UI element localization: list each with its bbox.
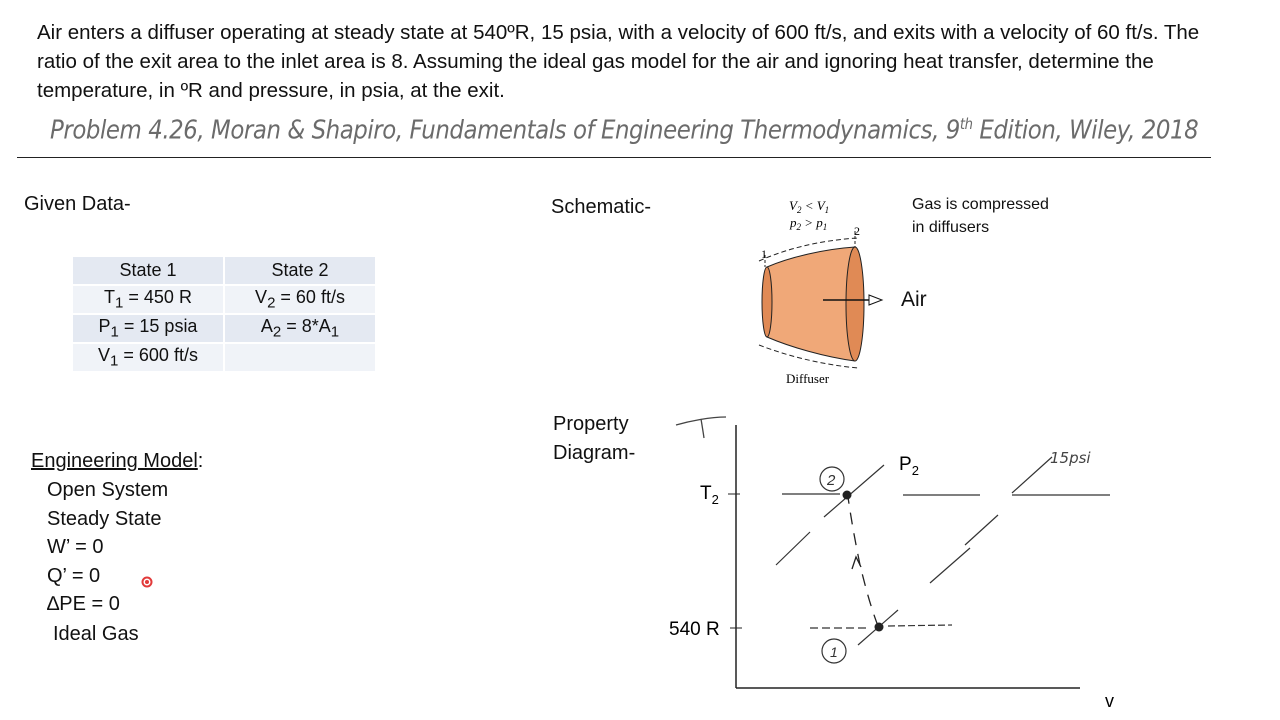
velocity-condition: $V_2 < V_1$: [789, 198, 830, 215]
model-item-potential-energy: ∆PE = 0: [47, 593, 120, 615]
engineering-model-heading: [31, 450, 203, 473]
cell-a2: [225, 315, 375, 344]
table-row: [73, 344, 375, 373]
engineering-model-colon: :: [197, 450, 204, 472]
cell-value: = 450 R: [123, 287, 192, 308]
citation-tail: Edition, Wiley, 2018: [972, 115, 1199, 146]
cell-subscript: 2: [267, 294, 276, 312]
diffuser-body: [767, 247, 855, 361]
cell-value: = 8*A: [281, 316, 331, 337]
cell-v1: [73, 344, 223, 373]
pressure-condition: $p_2 > p_1$: [790, 215, 828, 232]
header-state-2: State 2: [225, 257, 375, 286]
process-arrow-icon: [852, 557, 861, 569]
compression-note: [912, 193, 1049, 239]
p1-label: 15psi: [1050, 449, 1091, 467]
problem-statement: Air enters a diffuser operating at steady state at 540ºR, 15 psia, with a velocity of 600 ft/s, and exits with a velocity of 60 ft/s. The ratio of the exit area to the inlet area is 8. Assuming the ideal gas model for the air and ignoring heat transfer, determine the temperature, in ºR and pressure, in psia, at the exit.: [37, 21, 1200, 102]
model-item-steady-state: Steady State: [47, 508, 162, 530]
cell-value: = 15 psia: [118, 316, 198, 337]
note-line-1: Gas is compressed: [912, 196, 1049, 213]
air-label: Air: [901, 288, 927, 311]
given-data-table: [71, 257, 377, 373]
engineering-model-title: Engineering Model: [31, 450, 198, 472]
schematic-heading: Schematic-: [551, 196, 652, 218]
cell-symbol: A: [260, 316, 273, 337]
state-2-label: 2: [827, 472, 836, 489]
p2-label: $P_2$: [899, 454, 919, 478]
cell-subscript: 1: [330, 323, 340, 341]
x-axis-label: v: [1105, 691, 1114, 711]
given-data-heading: Given Data-: [24, 193, 131, 215]
cell-p1: [73, 315, 223, 344]
cell-subscript: 1: [115, 294, 124, 312]
header-state-1: State 1: [73, 257, 223, 286]
header-divider: [17, 157, 1211, 158]
cell-symbol: P: [98, 316, 111, 337]
t1-label: 540 R: [669, 619, 720, 640]
table-row: [73, 315, 375, 344]
inlet-number: 1: [761, 247, 767, 261]
flow-arrowhead-icon: [869, 295, 882, 305]
property-heading-line-1: Property: [553, 413, 629, 435]
cell-symbol: V: [98, 345, 111, 366]
inlet-section: [762, 267, 772, 337]
note-line-2: in diffusers: [912, 219, 990, 236]
cell-subscript: 1: [110, 352, 119, 370]
cell-subscript: 1: [110, 323, 119, 341]
model-item-heat: Q’ = 0: [47, 565, 101, 587]
citation-superscript: th: [959, 115, 973, 133]
property-heading-line-2: Diagram-: [553, 442, 636, 464]
cell-value: = 60 ft/s: [275, 287, 345, 308]
exit-section: [846, 247, 864, 361]
cell-subscript: 2: [272, 323, 282, 341]
state-point-2: [843, 491, 852, 500]
cell-value: = 600 ft/s: [118, 345, 198, 366]
citation-text: Problem 4.26, Moran & Shapiro, Fundamentals of Engineering Thermodynamics, 9: [50, 115, 960, 146]
state-1-label: 1: [830, 644, 838, 660]
y-axis-label: [676, 417, 726, 438]
table-header-row: [73, 257, 375, 286]
cell-empty: [225, 344, 375, 373]
isobar-p2: [776, 532, 810, 565]
cell-symbol: T: [104, 287, 116, 308]
process-path: [848, 497, 878, 626]
model-item-work: W’ = 0: [47, 536, 104, 558]
exit-number: 2: [854, 224, 860, 238]
diffuser-schematic: [745, 195, 895, 390]
diffuser-caption: Diffuser: [786, 371, 830, 386]
cell-symbol: V: [255, 287, 268, 308]
problem-citation: [50, 115, 1198, 146]
cell-t1: [73, 286, 223, 315]
cursor-dot-icon: [141, 576, 153, 588]
t-v-diagram: [660, 405, 1130, 715]
model-item-open-system: Open System: [47, 479, 169, 501]
model-item-ideal-gas: Ideal Gas: [53, 623, 139, 645]
t2-label: $T_2$: [700, 483, 719, 507]
state-point-1: [875, 623, 884, 632]
table-row: [73, 286, 375, 315]
property-diagram-heading: [553, 410, 635, 468]
cell-v2: [225, 286, 375, 315]
